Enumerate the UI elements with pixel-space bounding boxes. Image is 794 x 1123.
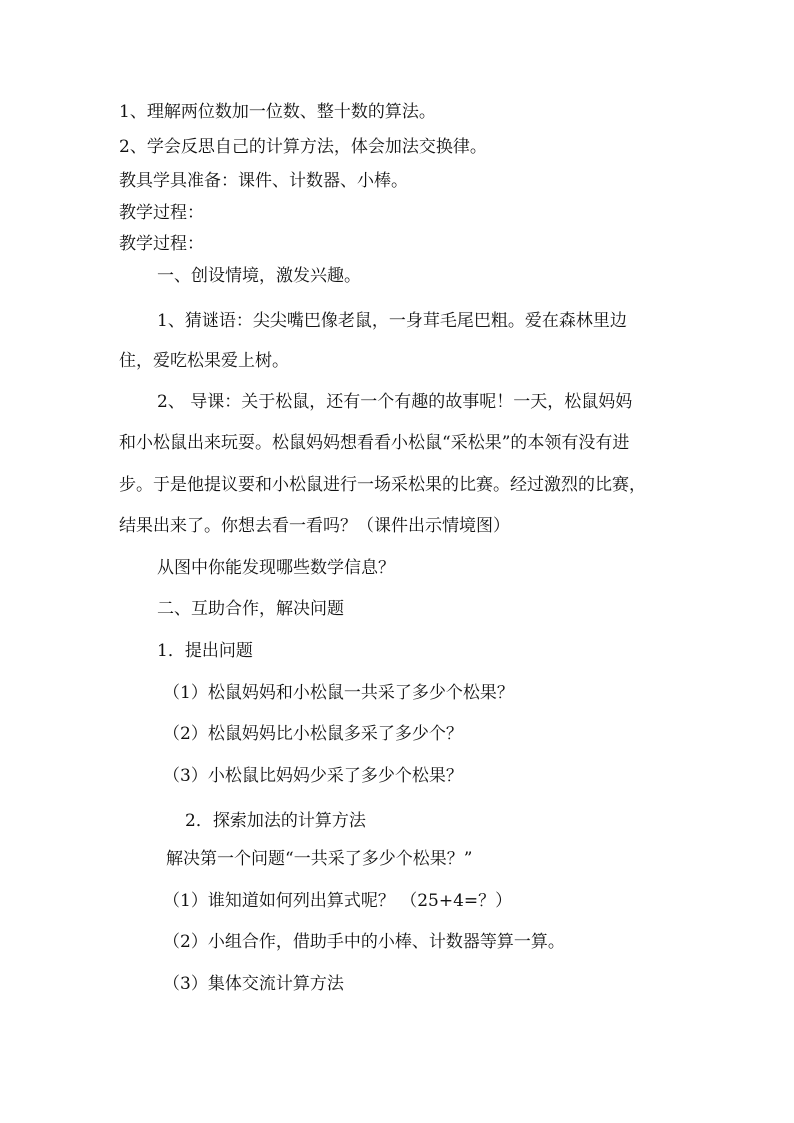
objective-1: 1、理解两位数加一位数、整十数的算法。 bbox=[119, 102, 436, 122]
teaching-aids: 教具学具准备：课件、计数器、小棒。 bbox=[119, 171, 408, 191]
question-3: （3）小松鼠比妈妈少采了多少个松果？ bbox=[163, 766, 463, 786]
process-heading: 教学过程： bbox=[119, 203, 204, 223]
step-1: （1）谁知道如何列出算式呢？ （25+4=？） bbox=[163, 891, 513, 911]
question-1: （1）松鼠妈妈和小松鼠一共采了多少个松果？ bbox=[163, 683, 514, 703]
info-question: 从图中你能发现哪些数学信息？ bbox=[157, 558, 395, 578]
intro-line-1: 2、 导课：关于松鼠，还有一个有趣的故事呢！一天，松鼠妈妈 bbox=[157, 392, 633, 412]
subsection-1-heading: 1．提出问题 bbox=[157, 641, 253, 661]
riddle-line-2: 住，爱吃松果爱上树。 bbox=[119, 351, 289, 371]
intro-line-4: 结果出来了。你想去看一看吗？（课件出示情境图） bbox=[119, 516, 510, 536]
section-1-heading: 一、创设情境，激发兴趣。 bbox=[157, 266, 361, 286]
question-2: （2）松鼠妈妈比小松鼠多采了多少个？ bbox=[163, 724, 463, 744]
step-2: （2）小组合作，借助手中的小棒、计数器等算一算。 bbox=[163, 932, 565, 952]
intro-line-3: 步。于是他提议要和小松鼠进行一场采松果的比赛。经过激烈的比赛， bbox=[119, 475, 646, 495]
step-3: （3）集体交流计算方法 bbox=[163, 974, 344, 994]
objective-2: 2、学会反思自己的计算方法，体会加法交换律。 bbox=[119, 137, 487, 157]
intro-line-2: 和小松鼠出来玩耍。松鼠妈妈想看看小松鼠“采松果”的本领有没有进 bbox=[119, 433, 630, 453]
process-heading-repeat: 教学过程： bbox=[119, 234, 204, 254]
subsection-2-heading: 2．探索加法的计算方法 bbox=[185, 811, 366, 831]
riddle-line-1: 1、猜谜语：尖尖嘴巴像老鼠，一身茸毛尾巴粗。爱在森林里边 bbox=[157, 311, 627, 331]
section-2-heading: 二、互助合作，解决问题 bbox=[157, 599, 344, 619]
solve-first-question: 解决第一个问题“一共采了多少个松果？” bbox=[166, 849, 473, 869]
